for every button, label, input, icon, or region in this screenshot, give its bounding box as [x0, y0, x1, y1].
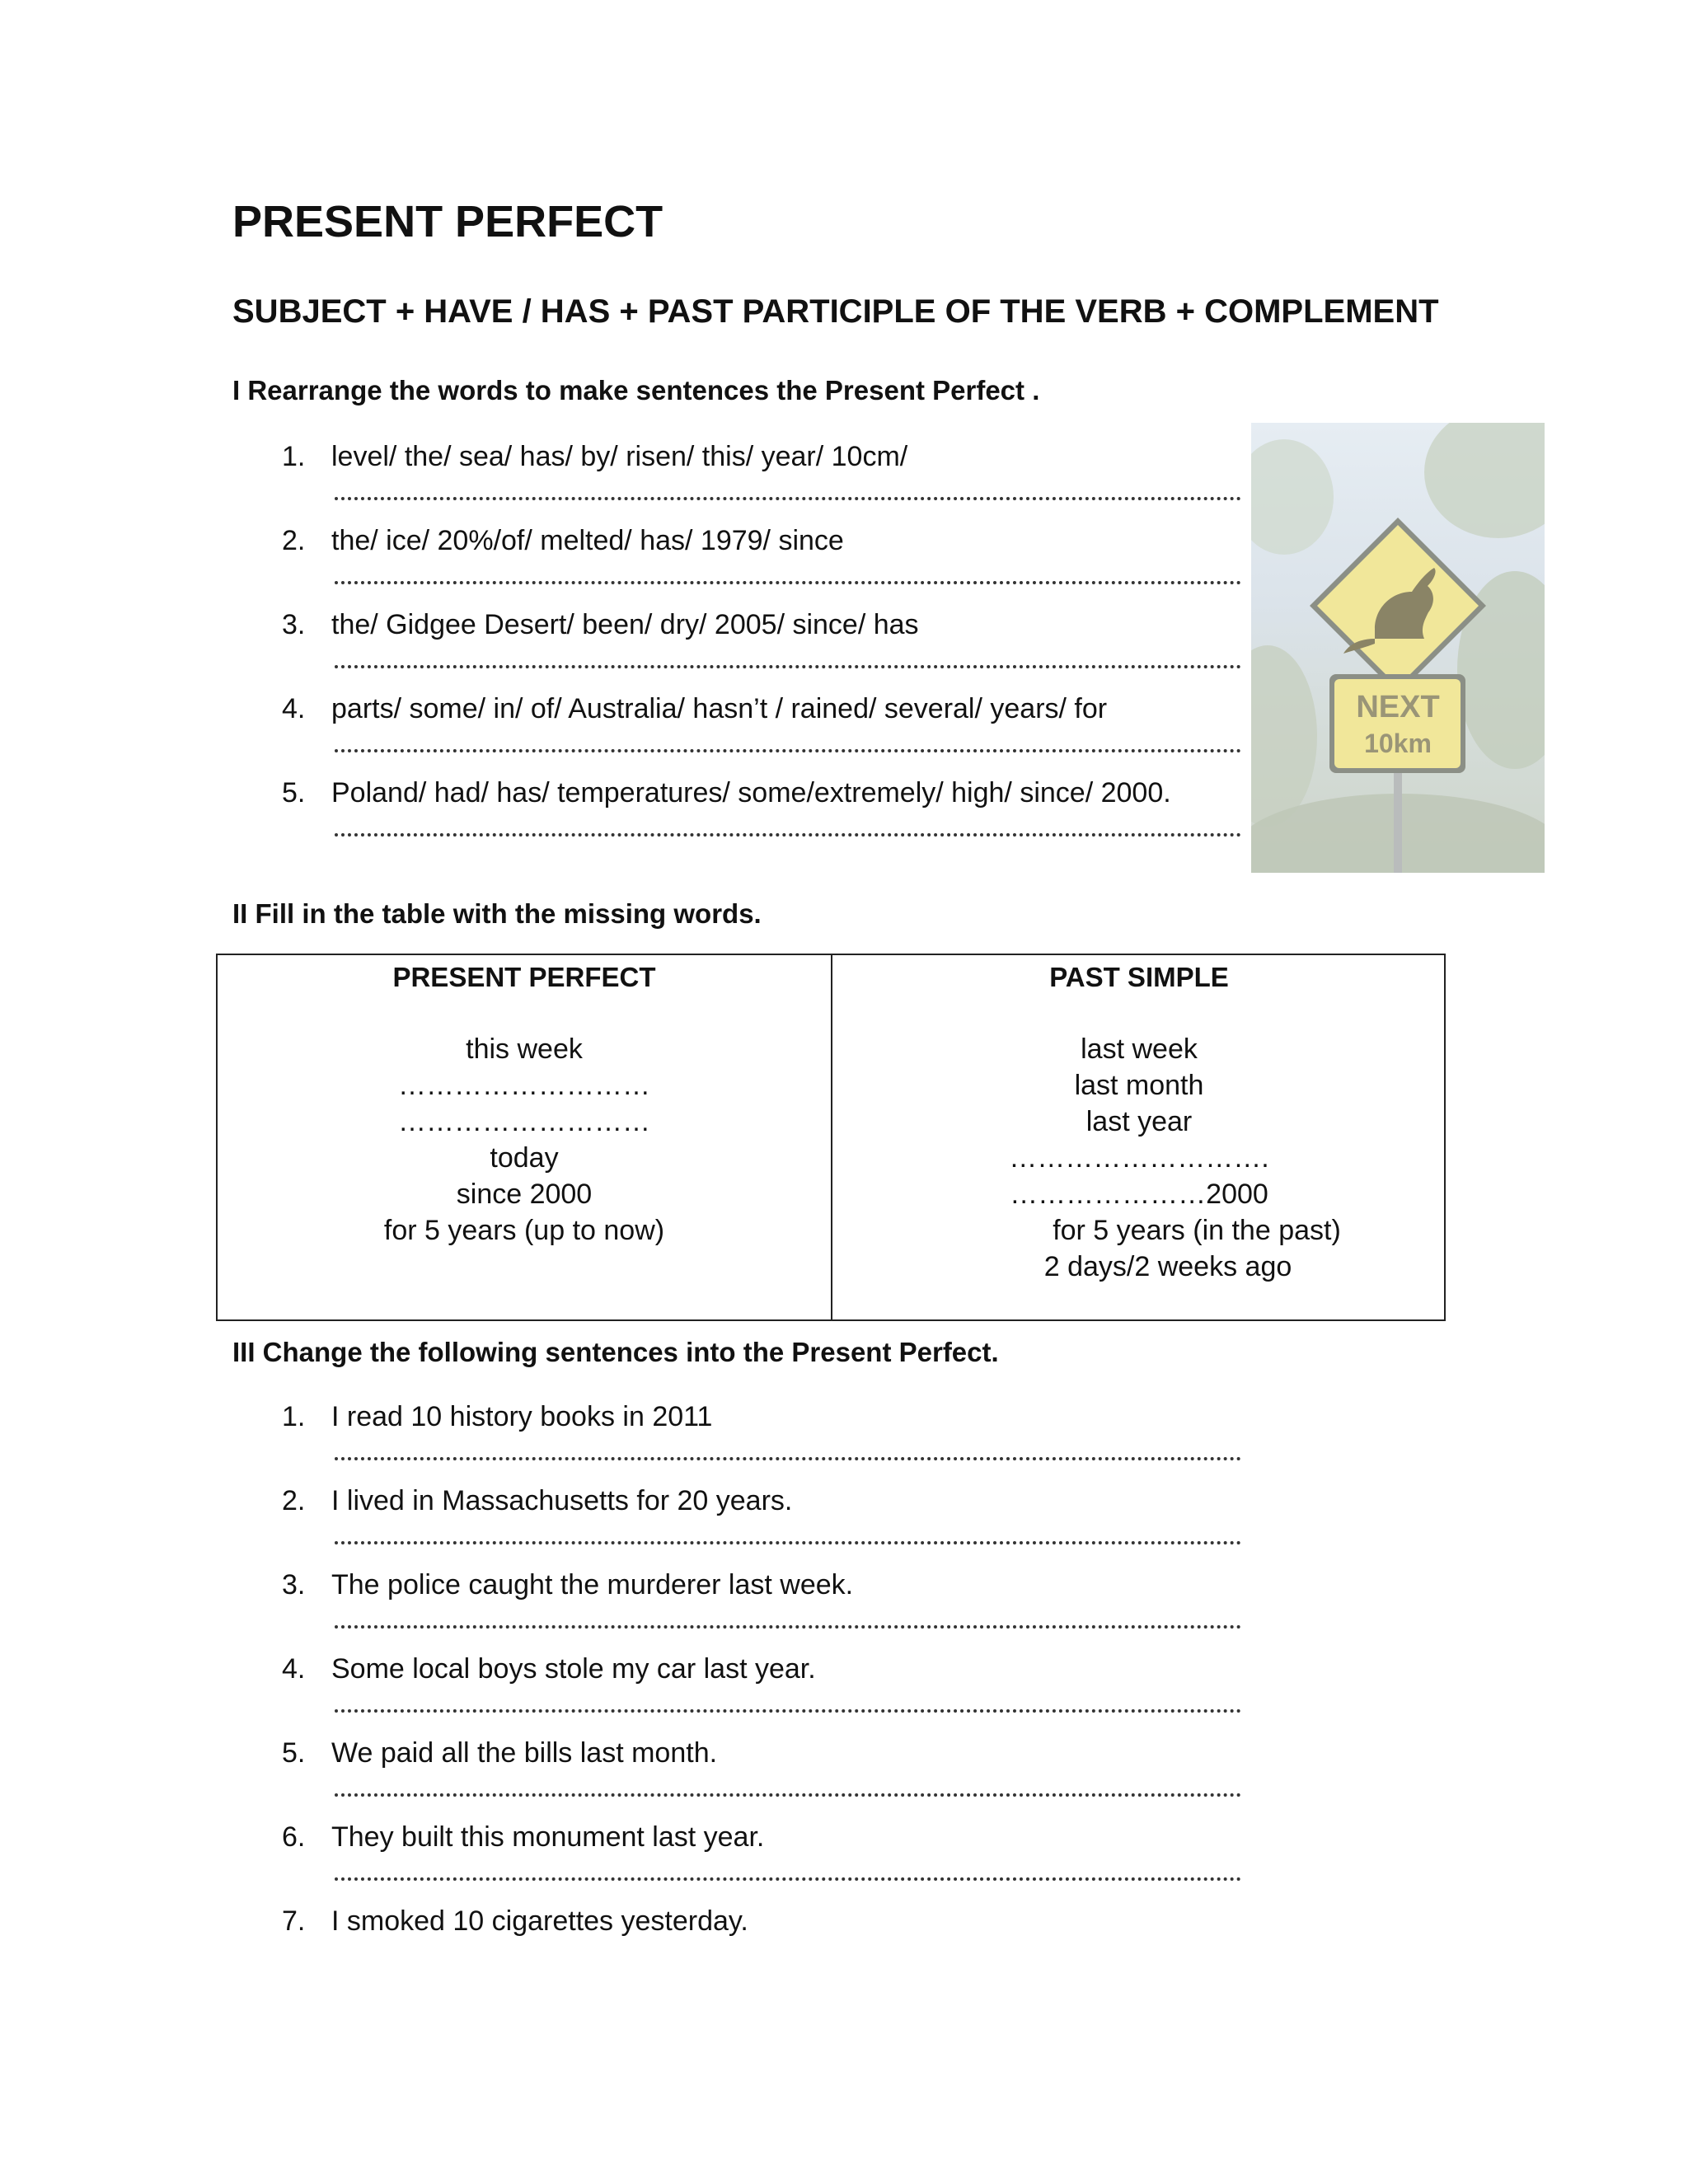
- table-cell: for 5 years (up to now): [383, 1215, 665, 1246]
- table-cell-blank[interactable]: ……………………….: [1009, 1142, 1269, 1174]
- answer-line[interactable]: [335, 1709, 1241, 1713]
- item-number: 6.: [282, 1821, 306, 1853]
- item-prompt: the/ ice/ 20%/of/ melted/ has/ 1979/ since: [331, 525, 844, 556]
- answer-line[interactable]: [335, 749, 1241, 752]
- list-item: [232, 1821, 1254, 1905]
- page-title: PRESENT PERFECT: [232, 197, 663, 246]
- table-cell: 2 days/2 weeks ago: [1043, 1251, 1292, 1282]
- table-cell: last week: [1081, 1033, 1198, 1065]
- sign-line-1: NEXT: [1356, 690, 1440, 724]
- item-prompt: I smoked 10 cigarettes yesterday.: [331, 1905, 748, 1937]
- table-cell-blank[interactable]: …………………2000: [1010, 1179, 1268, 1210]
- table-cell: since 2000: [456, 1179, 593, 1210]
- list-item: [232, 693, 1254, 777]
- list-item: [232, 441, 1254, 525]
- item-number: 5.: [282, 1737, 306, 1769]
- table-cell: last year: [1085, 1106, 1193, 1137]
- item-prompt: I lived in Massachusetts for 20 years.: [331, 1485, 793, 1516]
- list-item: [232, 609, 1254, 693]
- table-cell-blank[interactable]: ………………………: [398, 1070, 650, 1101]
- list-item: [232, 1905, 1254, 1990]
- item-prompt: The police caught the murderer last week.: [331, 1569, 854, 1601]
- item-prompt: We paid all the bills last month.: [331, 1737, 718, 1769]
- kangaroo-sign-photo: [1251, 423, 1545, 873]
- item-prompt: level/ the/ sea/ has/ by/ risen/ this/ year/ 10cm/: [331, 441, 908, 472]
- rearrange-exercise-list: [232, 441, 1254, 861]
- section-2-heading: II Fill in the table with the missing words.: [232, 898, 762, 929]
- grammar-formula: SUBJECT + HAVE / HAS + PAST PARTICIPLE OF THE VERB + COMPLEMENT: [232, 293, 1439, 330]
- section-3-heading: III Change the following sentences into the Present Perfect.: [232, 1337, 999, 1367]
- list-item: [232, 1737, 1254, 1821]
- item-prompt: parts/ some/ in/ of/ Australia/ hasn’t / rained/ several/ years/ for: [331, 693, 1108, 724]
- sign-line-2: 10km: [1364, 729, 1432, 758]
- list-item: [232, 525, 1254, 609]
- item-number: 2.: [282, 525, 306, 556]
- item-number: 4.: [282, 693, 306, 724]
- column-cells: [832, 1031, 1446, 1285]
- table-cell: for 5 years (in the past): [1053, 1215, 1341, 1246]
- table-cell: today: [490, 1142, 559, 1174]
- section-1-heading: I Rearrange the words to make sentences the Present Perfect .: [232, 375, 1040, 405]
- item-number: 1.: [282, 1401, 306, 1432]
- present-perfect-column: [218, 955, 832, 1319]
- list-item: [232, 1401, 1254, 1485]
- answer-line[interactable]: [335, 1457, 1241, 1460]
- item-number: 2.: [282, 1485, 306, 1516]
- item-prompt: I read 10 history books in 2011: [331, 1401, 713, 1432]
- answer-line[interactable]: [335, 581, 1241, 584]
- item-number: 1.: [282, 441, 306, 472]
- answer-line[interactable]: [335, 1625, 1241, 1629]
- item-number: 3.: [282, 609, 306, 640]
- item-number: 4.: [282, 1653, 306, 1685]
- answer-line[interactable]: [335, 665, 1241, 668]
- list-item: [232, 1485, 1254, 1569]
- answer-line[interactable]: [335, 833, 1241, 837]
- tense-table: [216, 954, 1446, 1321]
- table-cell-blank[interactable]: ………………………: [398, 1106, 650, 1137]
- item-number: 5.: [282, 777, 306, 808]
- change-tense-exercise-list: [232, 1401, 1254, 1990]
- table-cell: this week: [466, 1033, 583, 1065]
- item-prompt: Some local boys stole my car last year.: [331, 1653, 816, 1685]
- item-prompt: They built this monument last year.: [331, 1821, 765, 1853]
- list-item: [232, 777, 1254, 861]
- item-number: 7.: [282, 1905, 306, 1937]
- answer-line[interactable]: [335, 497, 1241, 500]
- column-header: PRESENT PERFECT: [392, 962, 656, 992]
- column-cells: [218, 1031, 831, 1249]
- list-item: [232, 1653, 1254, 1737]
- answer-line[interactable]: [335, 1541, 1241, 1544]
- answer-line[interactable]: [335, 1877, 1241, 1881]
- table-cell: last month: [1074, 1070, 1204, 1101]
- past-simple-column: [832, 955, 1446, 1319]
- item-number: 3.: [282, 1569, 306, 1601]
- list-item: [232, 1569, 1254, 1653]
- answer-line[interactable]: [335, 1793, 1241, 1797]
- item-prompt: Poland/ had/ has/ temperatures/ some/extremely/ high/ since/ 2000.: [331, 777, 1171, 808]
- column-header: PAST SIMPLE: [1049, 962, 1229, 992]
- item-prompt: the/ Gidgee Desert/ been/ dry/ 2005/ since/ has: [331, 609, 919, 640]
